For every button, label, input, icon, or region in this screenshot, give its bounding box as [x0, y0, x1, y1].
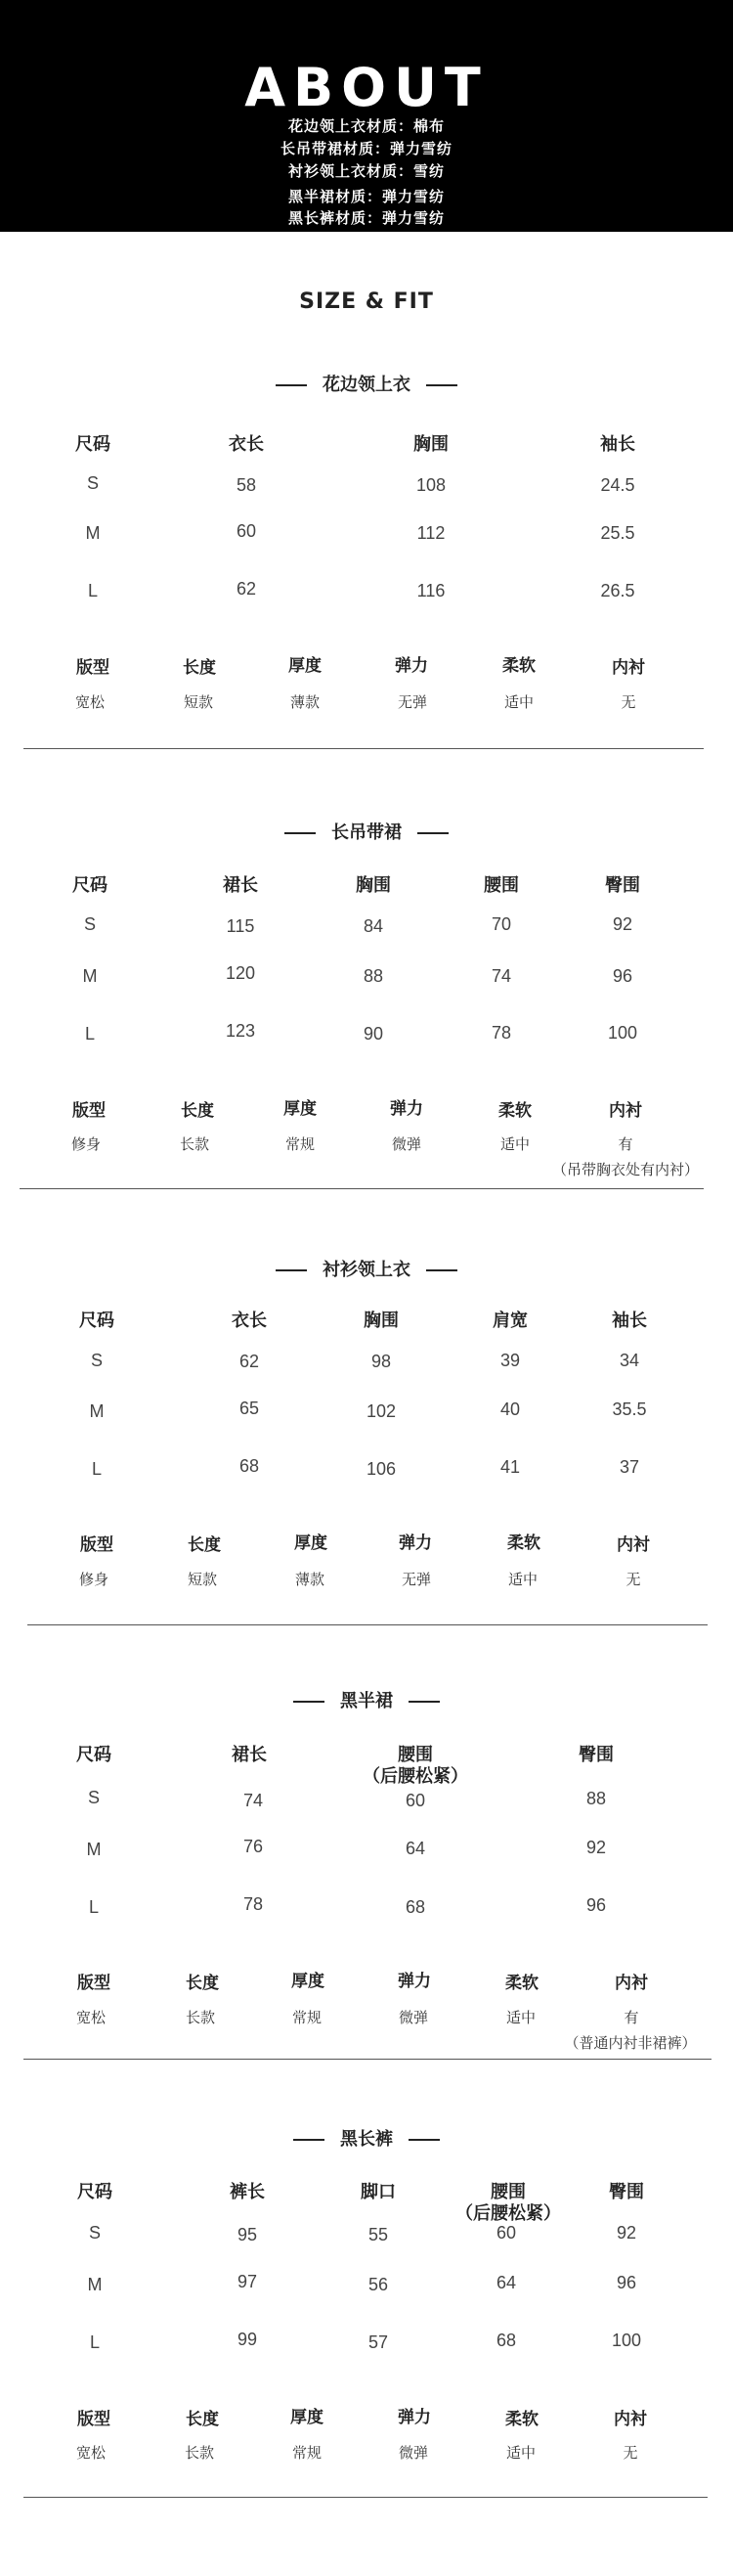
table-cell: L — [91, 1459, 103, 1479]
col-header: 衣长 — [229, 434, 264, 455]
table-cell: L — [87, 581, 99, 600]
table-cell: 74 — [242, 1791, 264, 1810]
material-line: 长吊带裙材质：弹力雪纺 — [280, 140, 453, 157]
table-cell: 39 — [499, 1351, 521, 1370]
col-header: 衣长 — [232, 1310, 267, 1331]
section-divider — [23, 2059, 711, 2060]
attr-value: 无弹 — [397, 693, 428, 711]
table-cell: 78 — [242, 1894, 264, 1914]
col-header: 尺码 — [76, 1745, 111, 1765]
table-cell: L — [89, 2332, 101, 2352]
section-divider — [23, 748, 704, 749]
table-cell: 92 — [612, 914, 633, 934]
attr-value: 短款 — [187, 1571, 218, 1588]
table-cell: 108 — [415, 475, 447, 495]
table-cell: 68 — [496, 2331, 517, 2350]
section-note: （普通内衬非裙裤） — [564, 2034, 697, 2052]
attr-label: 长度 — [183, 658, 216, 678]
col-header: 腰围 （后腰松紧） — [455, 2182, 561, 2224]
table-cell: 24.5 — [600, 475, 635, 495]
col-header: 袖长 — [612, 1310, 647, 1331]
col-header: 尺码 — [79, 1310, 114, 1331]
table-cell: 26.5 — [600, 581, 635, 600]
table-cell: 96 — [585, 1895, 607, 1915]
table-cell: 58 — [236, 475, 257, 495]
table-cell: 112 — [416, 523, 446, 543]
attr-label: 弹力 — [395, 656, 428, 676]
attr-value: 修身 — [70, 1135, 102, 1153]
table-cell: M — [89, 1401, 105, 1421]
table-cell: L — [84, 1024, 96, 1044]
table-cell: 95 — [237, 2225, 258, 2244]
about-title: ABOUT — [244, 57, 489, 118]
attr-value: 长款 — [184, 2444, 215, 2462]
table-cell: 88 — [363, 966, 384, 986]
table-cell: 74 — [491, 966, 512, 986]
attr-label: 厚度 — [294, 1533, 327, 1553]
attr-value: 无 — [623, 2444, 638, 2462]
section-title: 花边领上衣 — [0, 371, 733, 396]
attr-label: 长度 — [186, 2410, 219, 2429]
col-header: 胸围 — [364, 1310, 399, 1331]
table-cell: S — [90, 1351, 104, 1370]
attr-label: 厚度 — [283, 1099, 317, 1119]
attr-label: 柔软 — [507, 1533, 540, 1553]
attr-value: 常规 — [284, 1135, 316, 1153]
col-header: 尺码 — [77, 2182, 112, 2202]
table-cell: M — [82, 966, 98, 986]
table-cell: 64 — [405, 1839, 426, 1858]
table-cell: S — [83, 914, 97, 934]
table-cell: 92 — [585, 1838, 607, 1857]
table-cell: 90 — [363, 1024, 384, 1044]
table-cell: 62 — [238, 1352, 260, 1371]
table-cell: 115 — [226, 916, 255, 936]
section-title: 长吊带裙 — [0, 819, 733, 844]
attr-label: 长度 — [186, 1974, 219, 1993]
table-cell: 98 — [370, 1352, 392, 1371]
attr-label: 厚度 — [290, 2408, 323, 2427]
table-cell: 65 — [238, 1399, 260, 1418]
col-header: 胸围 — [356, 875, 391, 896]
attr-value: 宽松 — [75, 2444, 107, 2462]
table-cell: 97 — [237, 2272, 258, 2291]
table-cell: 99 — [237, 2330, 258, 2349]
section-divider — [23, 2497, 708, 2498]
col-header: 裤长 — [230, 2182, 265, 2202]
attr-value: 常规 — [291, 2009, 323, 2026]
attr-value: 微弹 — [398, 2009, 429, 2026]
attr-value: 长款 — [179, 1135, 210, 1153]
col-header: 裙长 — [223, 875, 258, 896]
attr-value: 微弹 — [398, 2444, 429, 2462]
attr-label: 版型 — [80, 1535, 113, 1555]
attr-label: 版型 — [77, 2410, 110, 2429]
attr-value: 适中 — [507, 1571, 539, 1588]
table-cell: 37 — [619, 1457, 640, 1477]
table-cell: 92 — [616, 2223, 637, 2243]
attr-label: 版型 — [77, 1974, 110, 1993]
table-cell: 100 — [607, 1023, 638, 1043]
table-cell: L — [88, 1897, 100, 1917]
table-cell: 68 — [238, 1456, 260, 1476]
table-cell: 100 — [611, 2331, 642, 2350]
col-header: 裙长 — [232, 1745, 267, 1765]
attr-label: 厚度 — [288, 656, 322, 676]
table-cell: 34 — [619, 1351, 640, 1370]
table-cell: 57 — [367, 2332, 389, 2352]
attr-label: 内衬 — [612, 658, 645, 678]
table-cell: 60 — [236, 521, 257, 541]
table-cell: S — [88, 2223, 102, 2243]
col-header: 脚口 — [361, 2182, 396, 2202]
table-cell: M — [86, 1840, 102, 1859]
attr-label: 弹力 — [398, 1972, 431, 1991]
table-cell: 70 — [491, 914, 512, 934]
attr-value: 适中 — [503, 693, 535, 711]
table-cell: 60 — [405, 1791, 426, 1810]
attr-label: 柔软 — [502, 656, 536, 676]
section-title: 黑长裤 — [0, 2125, 733, 2151]
attr-value: 宽松 — [74, 693, 106, 711]
attr-label: 内衬 — [609, 1101, 642, 1121]
attr-value: 常规 — [291, 2444, 323, 2462]
attr-value: 修身 — [78, 1571, 109, 1588]
attr-label: 长度 — [188, 1535, 221, 1555]
material-line: 黑长裤材质：弹力雪纺 — [287, 209, 445, 227]
table-cell: 96 — [612, 966, 633, 986]
section-title: 黑半裙 — [0, 1687, 733, 1712]
col-header: 腰围 — [484, 875, 519, 896]
attr-label: 内衬 — [617, 1535, 650, 1555]
section-divider — [27, 1624, 708, 1625]
table-cell: 76 — [242, 1837, 264, 1856]
table-cell: M — [85, 523, 101, 543]
attr-value: 薄款 — [289, 693, 321, 711]
attr-label: 弹力 — [390, 1099, 423, 1119]
table-cell: 78 — [491, 1023, 512, 1043]
table-cell: 84 — [363, 916, 384, 936]
attr-label: 弹力 — [399, 1533, 432, 1553]
table-cell: 102 — [366, 1401, 397, 1421]
col-header: 袖长 — [600, 434, 635, 455]
attr-value: 有 — [618, 1135, 633, 1153]
table-cell: S — [86, 473, 100, 493]
col-header: 臀围 — [605, 875, 640, 896]
attr-value: 微弹 — [391, 1135, 422, 1153]
attr-value: 适中 — [505, 2009, 537, 2026]
section-divider — [20, 1188, 704, 1189]
table-cell: 60 — [496, 2223, 517, 2243]
col-header: 腰围 （后腰松紧） — [363, 1745, 468, 1787]
attr-label: 内衬 — [614, 2410, 647, 2429]
col-header: 尺码 — [72, 875, 108, 896]
col-header: 尺码 — [75, 434, 110, 455]
attr-label: 柔软 — [505, 2410, 539, 2429]
attr-label: 版型 — [76, 658, 109, 678]
attr-label: 内衬 — [615, 1974, 648, 1993]
size-fit-title: SIZE & FIT — [299, 289, 434, 314]
table-cell: 64 — [496, 2273, 517, 2292]
attr-value: 薄款 — [294, 1571, 325, 1588]
table-cell: 96 — [616, 2273, 637, 2292]
table-cell: 123 — [225, 1021, 256, 1041]
table-cell: 62 — [236, 579, 257, 599]
attr-value: 无 — [625, 1571, 641, 1588]
material-line: 黑半裙材质：弹力雪纺 — [287, 188, 445, 205]
table-cell: 25.5 — [600, 523, 635, 543]
col-header: 臀围 — [579, 1745, 614, 1765]
col-header: 胸围 — [413, 434, 449, 455]
table-cell: 120 — [225, 963, 256, 983]
about-header — [0, 0, 733, 232]
table-cell: 116 — [416, 581, 446, 600]
section-note: （吊带胸衣处有内衬） — [551, 1161, 700, 1178]
attr-value: 无弹 — [401, 1571, 432, 1588]
table-cell: 35.5 — [612, 1399, 647, 1419]
attr-value: 宽松 — [75, 2009, 107, 2026]
table-cell: 41 — [499, 1457, 521, 1477]
table-cell: 40 — [499, 1399, 521, 1419]
attr-value: 无 — [621, 693, 636, 711]
attr-label: 柔软 — [498, 1101, 532, 1121]
col-header: 臀围 — [609, 2182, 644, 2202]
table-cell: S — [87, 1788, 101, 1807]
table-cell: 106 — [366, 1459, 397, 1479]
table-cell: 55 — [367, 2225, 389, 2244]
attr-value: 适中 — [505, 2444, 537, 2462]
attr-label: 弹力 — [398, 2408, 431, 2427]
attr-label: 长度 — [181, 1101, 214, 1121]
material-line: 衬衫领上衣材质：雪纺 — [287, 162, 445, 180]
attr-label: 版型 — [72, 1101, 106, 1121]
attr-value: 长款 — [185, 2009, 216, 2026]
attr-value: 短款 — [183, 693, 214, 711]
table-cell: M — [87, 2275, 103, 2294]
attr-label: 厚度 — [291, 1972, 324, 1991]
table-cell: 88 — [585, 1789, 607, 1808]
attr-label: 柔软 — [505, 1974, 539, 1993]
attr-value: 适中 — [499, 1135, 531, 1153]
table-cell: 68 — [405, 1897, 426, 1917]
material-line: 花边领上衣材质：棉布 — [287, 117, 445, 135]
table-cell: 56 — [367, 2275, 389, 2294]
attr-value: 有 — [624, 2009, 639, 2026]
section-title: 衬衫领上衣 — [0, 1256, 733, 1281]
col-header: 肩宽 — [493, 1310, 528, 1331]
